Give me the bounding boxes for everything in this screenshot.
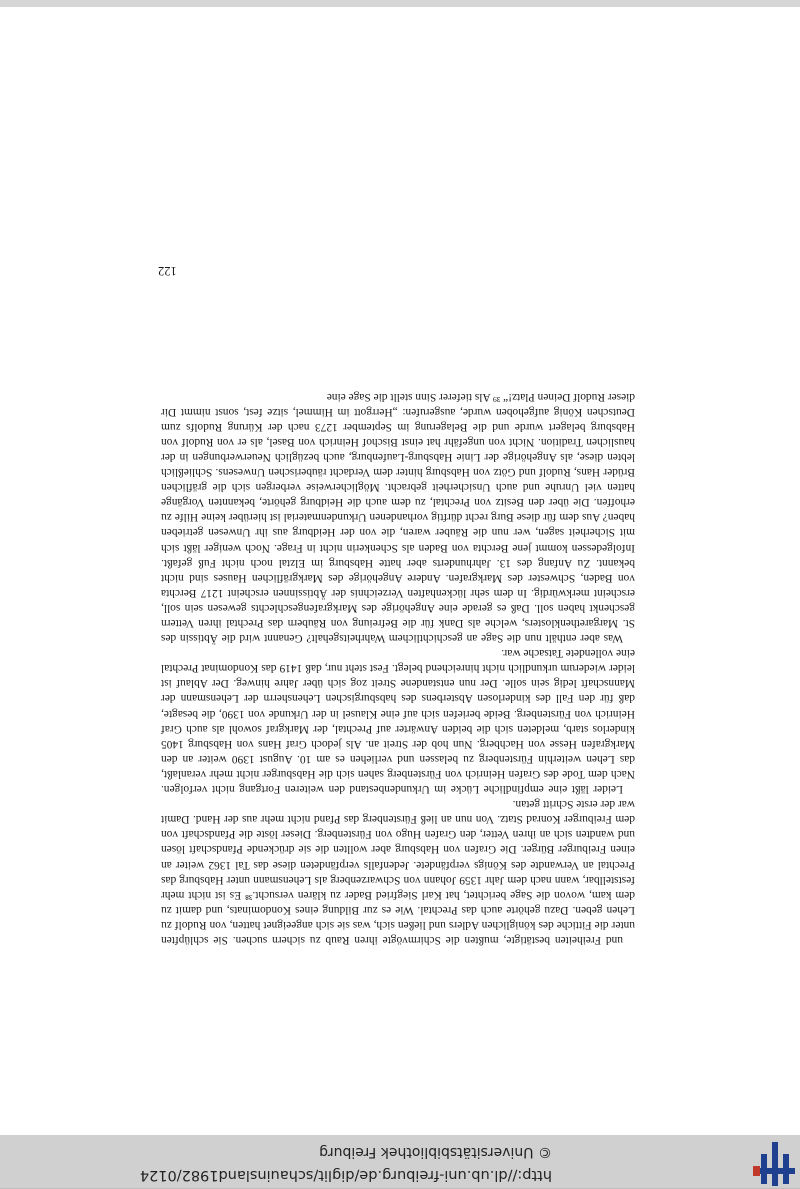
paragraph: und Freiheiten bestätigte, mußten die Schirmvögte ihren Raub zu sichern suchen. Sie schlüpften unter die Fittiche des königlichen Adlers und ließen sich, was sie sich angeeignet hatten, von Rudolf zu Lehen geben. Dazu gehörte auch das Prechtal. Wie es zur Bildung eines Kondominats, und damit zu dem kam, wovon die Sage berichtet, hat Karl Siegfried Bader zu klären versucht.³⁸ Es ist nicht mehr feststellbar, wann nach dem Jahr 1359 Johann von Schwarzenberg als Lehensmann unter Habsburg das Prechtal an Verwandte des Königs verpfändete. Jedenfalls verpfändeten diese das Tal 1362 weiter an einen Freiburger Bürger. Die Grafen von Habsburg aber wollten die sie drückende Pfandschaft lösen und wandten sich an ihren Vetter, den Grafen Hugo von Fürstenberg. Dieser löste die Pfandschaft von dem Freiburger Konrad Statz. Von nun an ließ Fürstenberg das Pfand nicht mehr aus der Hand. Damit war der erste Schritt getan. — [161, 798, 635, 946]
body-text — [161, 389, 635, 947]
top-edge-strip — [0, 0, 800, 7]
document-url[interactable]: http://dl.ub.uni-freiburg.de/diglit/schauinsland1982/0124 — [139, 1167, 552, 1183]
paragraph: Was aber enthält nun die Sage an geschichtlichem Wahrheitsgehalt? Genannt wird die Äbtissin des St. Margarethenklosters, welche als Dank für die Befreiung von Räubern das Prechtal ihren Vettern geschenkt haben soll. Daß es gerade eine Angehörige des Markgrafengeschlechts gewesen sein soll, erscheint merkwürdig. In dem sehr lückenhaften Verzeichnis der Äbtissinnen erscheint 1217 Berchta von Baden, Schwester des Markgrafen. Andere Angehörige des Markgräflichen Hauses sind nicht bekannt. Zu Anfang des 13. Jahrhunderts aber hatte Habsburg im Elztal noch nicht Fuß gefaßt. Infolgedessen kommt jene Berchta von Baden als Schenkerin nicht in Frage. Noch weniger läßt sich mit Sicherheit sagen, wer nun die Räuber waren, die von der Heidburg aus ihr Unwesen getrieben haben? Aus dem für diese Burg recht dürftig vorhandenen Urkundenmaterial ist hierüber keine Hilfe zu erhoffen. Die über den Besitz von Prechtal, zu dem auch die Heidburg gehörte, bekannten Vorgänge hatten viel Unruhe und auch Unsicherheit gebracht. Möglicherweise verbergen sich die gräflichen Brüder Hans, Rudolf und Götz von Habsburg hinter dem Verdacht räuberischen Unwesens. Schließlich lebten diese, als Angehörige der Linie Habsburg-Laufenburg, auch bezüglich Neuerwerbungen in der hauslichen Tradition. Nicht von ungefähr hat einst Bischof Heinrich von Basel, als er von Rudolf von Habsburg belagert wurde und die Belagerung im September 1273 nach der Kürung Rudolfs zum Deutschen König aufgehoben wurde, ausgerufen: „Herrgott im Himmel, sitze fest, sonst nimmt Dir dieser Rudolf Deinen Platz!“ ³⁹ Als tieferer Sinn stellt die Sage eine — [161, 390, 635, 645]
ub-freiburg-logo — [751, 1142, 795, 1186]
copyright-notice: © Universitätsbibliothek Freiburg — [319, 1144, 552, 1160]
footer-bar — [0, 1135, 800, 1189]
page-number: 122 — [158, 264, 177, 278]
paragraph: Leider läßt eine empfindliche Lücke im Urkundenbestand den weiteren Fortgang nicht verfolgen. Nach dem Tode des Grafen Heinrich von Fürstenberg sahen sich die Habsburger nicht mehr veranlaßt, das Lehen weiterhin Fürstenberg zu belassen und verliehen es am 10. August 1390 weiter an den Markgrafen Hesse von Hachberg. Nun hob der Streit an. Als jedoch Graf Hans von Habsburg 1405 kinderlos starb, meldeten sich die beiden Anwärter auf Prechtal, der Markgraf sowohl als auch Graf Heinrich von Fürstenberg. Beide beriefen sich auf eine Klausel in der Urkunde von 1390, die besagte, daß für den Fall des kinderlosen Absterbens des habsburgischen Lehensherrn der Lehensmann der Mannschaft ledig sein solle. Der nun entstandene Streit zog sich über Jahre hinweg. Der Ablauf ist leider wiederum urkundlich nicht hinreichend belegt. Fest steht nur, daß 1419 das Kondominat Prechtal eine vollendete Tatsache war. — [161, 647, 635, 796]
